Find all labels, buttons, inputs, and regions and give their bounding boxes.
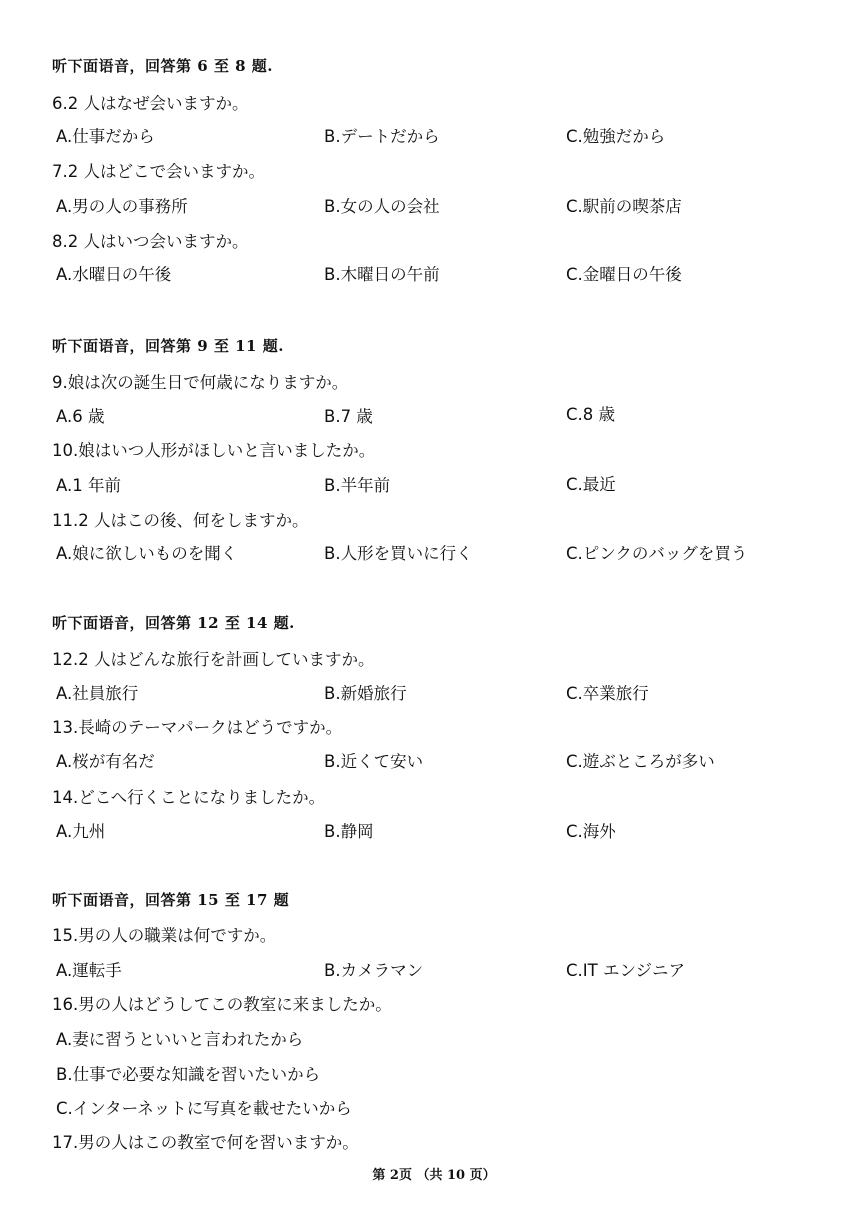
- option-12c: C.卒業旅行: [566, 684, 649, 703]
- section-header: 听下面语音，回答第 15 至 17 题: [52, 891, 290, 909]
- option-13c: C.遊ぶところが多い: [566, 752, 715, 771]
- option-9b: B.7 歳: [324, 407, 373, 426]
- question-14: 14.どこへ行くことになりましたか。: [52, 788, 326, 807]
- option-13b: B.近くて安い: [324, 752, 424, 771]
- question-10: 10.娘はいつ人形がほしいと言いましたか。: [52, 441, 376, 460]
- section-header: 听下面语音，回答第 12 至 14 题.: [52, 614, 295, 632]
- option-10a: A.1 年前: [56, 476, 121, 495]
- option-15b: B.カメラマン: [324, 961, 424, 980]
- option-14c: C.海外: [566, 822, 616, 841]
- option-12b: B.新婚旅行: [324, 684, 407, 703]
- option-15a: A.運転手: [56, 961, 122, 980]
- option-8a: A.水曜日の午後: [56, 265, 172, 284]
- option-9a: A.6 歳: [56, 407, 105, 426]
- option-16c: C.インターネットに写真を載せたいから: [56, 1099, 352, 1118]
- question-15: 15.男の人の職業は何ですか。: [52, 926, 277, 945]
- option-7b: B.女の人の会社: [324, 197, 440, 216]
- question-16: 16.男の人はどうしてこの教室に来ましたか。: [52, 995, 392, 1014]
- question-9: 9.娘は次の誕生日で何歳になりますか。: [52, 373, 349, 392]
- option-10b: B.半年前: [324, 476, 391, 495]
- page-footer: 第 2页 （共 10 页）: [372, 1168, 496, 1183]
- option-14b: B.静岡: [324, 822, 374, 841]
- section-header: 听下面语音，回答第 9 至 11 题.: [52, 337, 284, 355]
- option-7a: A.男の人の事務所: [56, 197, 188, 216]
- question-17: 17.男の人はこの教室で何を習いますか。: [52, 1133, 359, 1152]
- option-11c: C.ピンクのバッグを買う: [566, 544, 748, 563]
- option-7c: C.駅前の喫茶店: [566, 197, 682, 216]
- option-12a: A.社員旅行: [56, 684, 139, 703]
- option-16a: A.妻に習うといいと言われたから: [56, 1030, 304, 1049]
- option-8b: B.木曜日の午前: [324, 265, 440, 284]
- option-16b: B.仕事で必要な知識を習いたいから: [56, 1065, 321, 1084]
- option-10c: C.最近: [566, 475, 616, 494]
- option-8c: C.金曜日の午後: [566, 265, 682, 284]
- option-14a: A.九州: [56, 822, 106, 841]
- option-15c: C.IT エンジニア: [566, 961, 686, 980]
- question-8: 8.2 人はいつ会いますか。: [52, 232, 249, 251]
- option-6c: C.勉強だから: [566, 127, 666, 146]
- question-12: 12.2 人はどんな旅行を計画していますか。: [52, 650, 375, 669]
- option-11a: A.娘に欲しいものを聞く: [56, 544, 238, 563]
- option-11b: B.人形を買いに行く: [324, 544, 473, 563]
- option-6a: A.仕事だから: [56, 127, 155, 146]
- question-13: 13.長崎のテーマパークはどうですか。: [52, 718, 343, 737]
- section-header: 听下面语音，回答第 6 至 8 题.: [52, 57, 273, 75]
- option-9c: C.8 歳: [566, 405, 616, 424]
- question-11: 11.2 人はこの後、何をしますか。: [52, 511, 309, 530]
- option-13a: A.桜が有名だ: [56, 752, 155, 771]
- question-6: 6.2 人はなぜ会いますか。: [52, 94, 249, 113]
- option-6b: B.デートだから: [324, 127, 440, 146]
- question-7: 7.2 人はどこで会いますか。: [52, 162, 265, 181]
